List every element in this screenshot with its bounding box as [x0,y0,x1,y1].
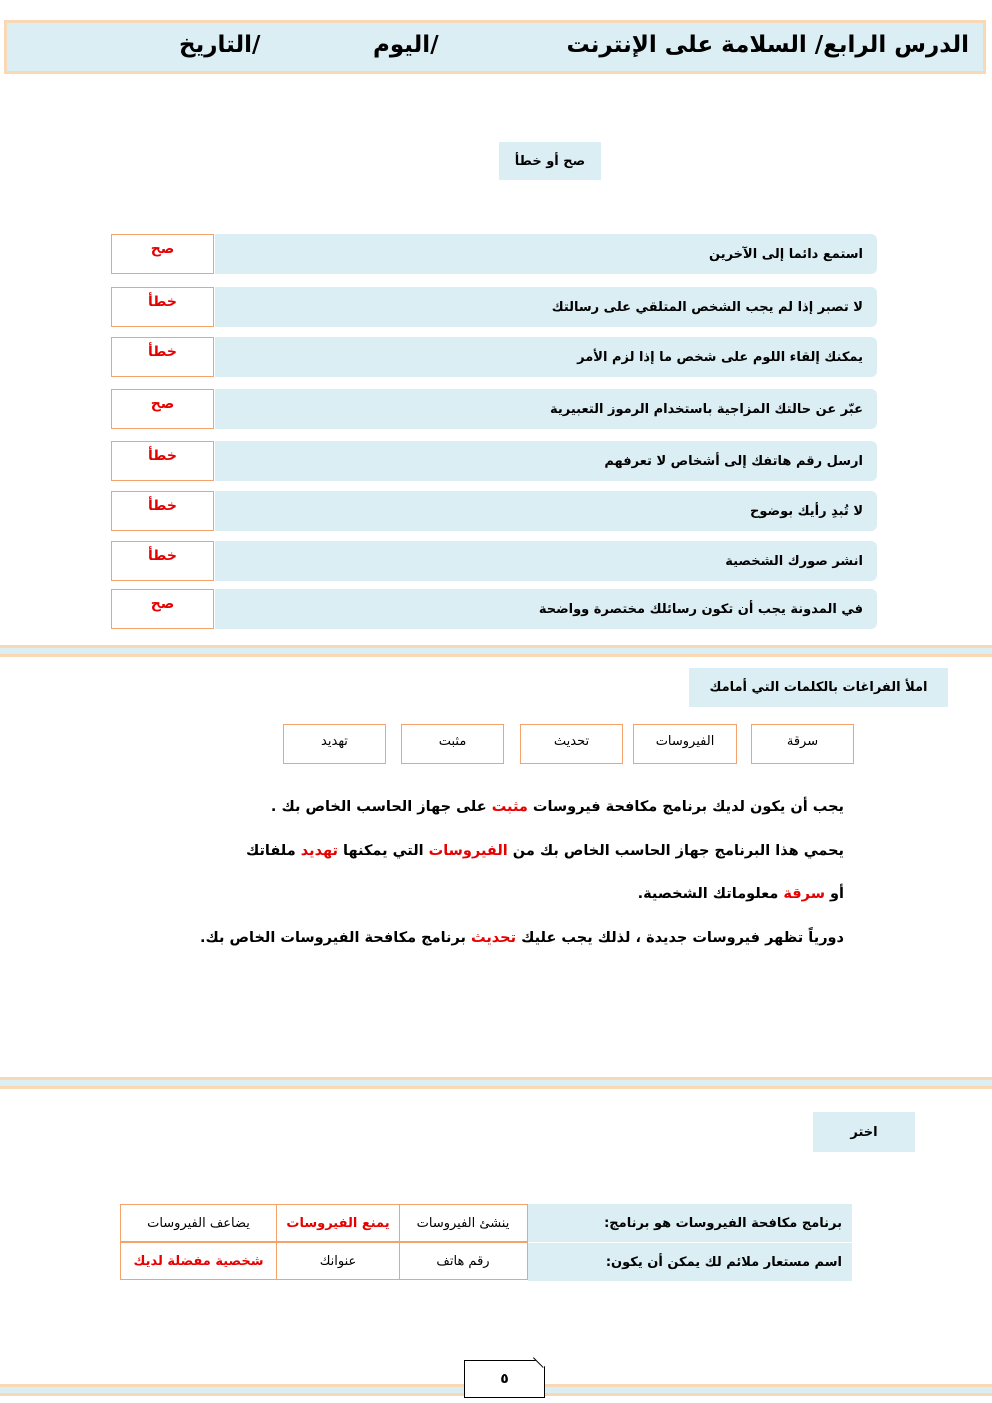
tf-answer-2[interactable]: خطأ [111,287,214,327]
fill-sentence-2: يحمي هذا البرنامج جهاز الحاسب الخاص بك من الفيروسات التي يمكنها تهديد ملفاتك [245,843,844,859]
section-divider [0,645,992,657]
choose-option[interactable]: عنوانك [276,1242,400,1280]
tf-statement-3: يمكنك إلقاء اللوم على شخص ما إذا لزم الأمر [215,337,877,377]
word-bank-item: الفيروسات [633,724,737,764]
tf-answer-3[interactable]: خطأ [111,337,214,377]
fill-sentence-4: دورياً تظهر فيروسات جديدة ، لذلك يجب عليك تحديث برنامج مكافحة الفيروسات الخاص بك. [200,930,844,946]
choose-option[interactable]: يضاعف الفيروسات [120,1204,277,1242]
word-bank-item: سرقة [751,724,854,764]
tf-statement-7: انشر صورك الشخصية [215,541,877,581]
fill-sentence-1: يجب أن يكون لديك برنامج مكافحة فيروسات مثبت على جهاز الحاسب الخاص بك . [270,799,844,815]
tf-answer-1[interactable]: صح [111,234,214,274]
date-field: التاريخ/ [179,32,261,58]
fill-sentence-3: أو سرقة معلوماتك الشخصية. [637,886,844,902]
word-bank-item: مثبت [401,724,504,764]
fill-answer[interactable]: مثبت [491,799,528,815]
fill-answer[interactable]: تهديد [300,843,338,859]
tf-answer-8[interactable]: صح [111,589,214,629]
page-number: ٥ [464,1360,545,1398]
choose-option[interactable]: ينشئ الفيروسات [398,1204,528,1242]
choose-option[interactable]: رقم هاتف [398,1242,528,1280]
fill-answer[interactable]: سرقة [783,886,825,902]
tf-answer-6[interactable]: خطأ [111,491,214,531]
fill-answer[interactable]: الفيروسات [428,843,508,859]
tf-answer-7[interactable]: خطأ [111,541,214,581]
fill-blanks-title: املأ الفراغات بالكلمات التي أمامك [689,668,948,707]
true-false-title: صح أو خطأ [499,142,601,180]
choose-option-selected[interactable]: يمنع الفيروسات [276,1204,400,1242]
word-bank-item: تهديد [283,724,386,764]
tf-statement-4: عبّر عن حالتك المزاجية باستخدام الرموز التعبيرية [215,389,877,429]
tf-statement-8: في المدونة يجب أن تكون رسائلك مختصرة وواضحة [215,589,877,629]
section-divider [0,1077,992,1089]
tf-answer-4[interactable]: صح [111,389,214,429]
lesson-title: الدرس الرابع/ السلامة على الإنترنت [566,32,969,58]
tf-statement-1: استمع دائما إلى الآخرين [215,234,877,274]
choose-question-2: اسم مستعار ملائم لك يمكن أن يكون: [528,1243,852,1281]
choose-title: اختر [813,1112,915,1152]
choose-option-selected[interactable]: شخصية مفضلة لديك [120,1242,277,1280]
day-field: اليوم/ [373,32,439,58]
page-header [4,20,986,74]
tf-answer-5[interactable]: خطأ [111,441,214,481]
tf-statement-6: لا تُبدِ رأيك بوضوح [215,491,877,531]
tf-statement-2: لا تصبر إذا لم يجب الشخص المتلقي على رسالتك [215,287,877,327]
fill-answer[interactable]: تحديث [470,930,517,946]
tf-statement-5: ارسل رقم هاتفك إلى أشخاص لا تعرفهم [215,441,877,481]
word-bank-item: تحديث [520,724,623,764]
choose-question-1: برنامج مكافحة الفيروسات هو برنامج: [528,1204,852,1242]
